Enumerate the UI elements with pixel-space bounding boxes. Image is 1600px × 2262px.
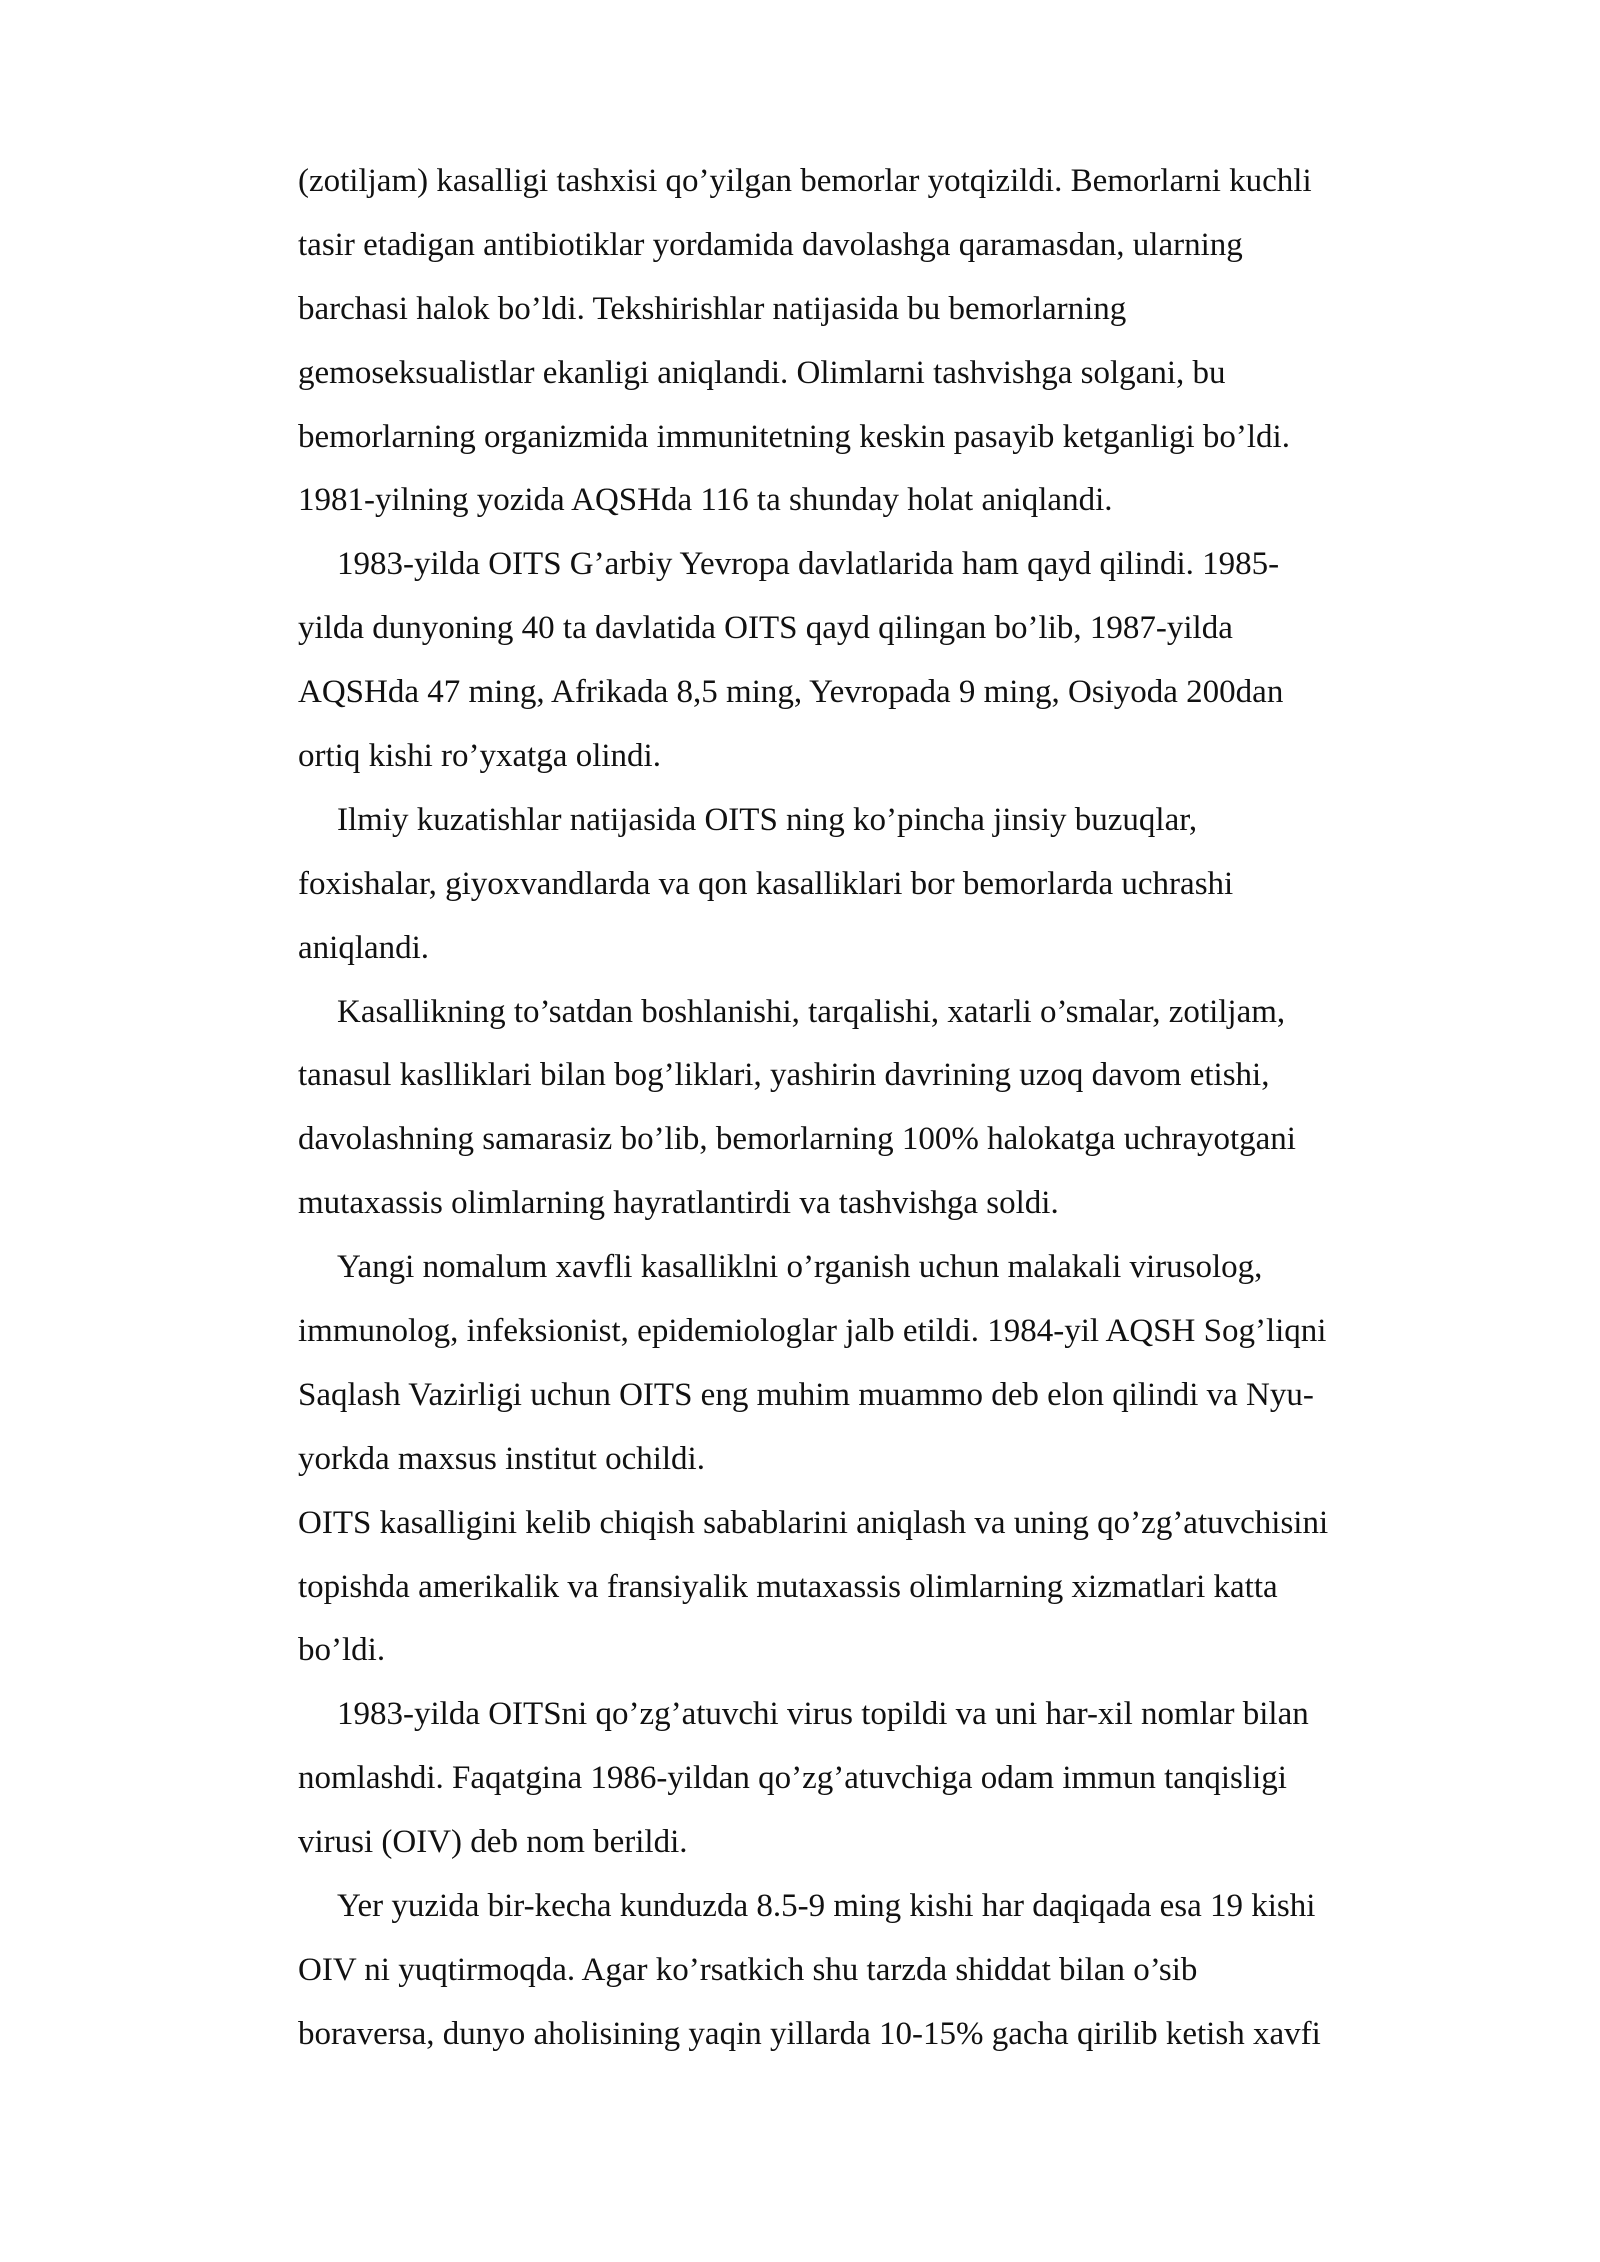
text-line: 1983-yilda OITSni qo’zg’atuvchi virus topildi va uni har-xil nomlar bilan <box>337 1696 1309 1733</box>
text-line: Yer yuzida bir-kecha kunduzda 8.5-9 ming kishi har daqiqada esa 19 kishi <box>337 1888 1316 1925</box>
text-line: 1983-yilda OITS G’arbiy Yevropa davlatlarida ham qayd qilindi. 1985- <box>337 546 1280 583</box>
text-line: AQSHda 47 ming, Afrikada 8,5 ming, Yevropada 9 ming, Osiyoda 200dan <box>298 674 1284 711</box>
text-line: davolashning samarasiz bo’lib, bemorlarning 100% halokatga uchrayotgani <box>298 1121 1296 1158</box>
text-line: tanasul kaslliklari bilan bog’liklari, yashirin davrining uzoq davom etishi, <box>298 1057 1270 1094</box>
text-line: gemoseksualistlar ekanligi aniqlandi. Olimlarni tashvishga solgani, bu <box>298 354 1226 391</box>
text-line: Saqlash Vazirligi uchun OITS eng muhim muammo deb elon qilindi va Nyu- <box>298 1376 1314 1413</box>
text-line: foxishalar, giyoxvandlarda va qon kasalliklari bor bemorlarda uchrashi <box>298 865 1234 902</box>
text-line: yilda dunyoning 40 ta davlatida OITS qayd qilingan bo’lib, 1987-yilda <box>298 610 1233 647</box>
text-line: ortiq kishi ro’yxatga olindi. <box>298 738 661 775</box>
text-line: Ilmiy kuzatishlar natijasida OITS ning ko’pincha jinsiy buzuqlar, <box>337 801 1198 838</box>
text-line: aniqlandi. <box>298 929 430 966</box>
text-line: tasir etadigan antibiotiklar yordamida davolashga qaramasdan, ularning <box>298 226 1243 263</box>
text-line: (zotiljam) kasalligi tashxisi qo’yilgan bemorlar yotqizildi. Bemorlarni kuchli <box>298 163 1312 199</box>
text-line: virusi (OIV) deb nom berildi. <box>298 1824 688 1861</box>
text-line: 1981-yilning yozida AQSHda 116 ta shunday holat aniqlandi. <box>298 482 1113 519</box>
text-line: OIV ni yuqtirmoqda. Agar ko’rsatkich shu tarzda shiddat bilan o’sib <box>298 1951 1198 1988</box>
text-line: bo’ldi. <box>298 1632 386 1669</box>
text-line: nomlashdi. Faqatgina 1986-yildan qo’zg’atuvchiga odam immun tanqisligi <box>298 1760 1287 1797</box>
text-line: topishda amerikalik va fransiyalik mutaxassis olimlarning xizmatlari katta <box>298 1568 1278 1605</box>
text-line: boraversa, dunyo aholisining yaqin yillarda 10-15% gacha qirilib ketish xavfi <box>298 2015 1321 2052</box>
text-line: mutaxassis olimlarning hayratlantirdi va tashvishga soldi. <box>298 1185 1059 1222</box>
text-line: bemorlarning organizmida immunitetning keskin pasayib ketganligi bo’ldi. <box>298 418 1290 455</box>
text-line: yorkda maxsus institut ochildi. <box>298 1440 705 1477</box>
text-line: immunolog, infeksionist, epidemiologlar jalb etildi. 1984-yil AQSH Sog’liqni <box>298 1313 1327 1350</box>
text-line: Kasallikning to’satdan boshlanishi, tarqalishi, xatarli o’smalar, zotiljam, <box>337 993 1286 1030</box>
text-line: OITS kasalligini kelib chiqish sabablarini aniqlash va uning qo’zg’atuvchisini <box>298 1504 1329 1541</box>
body-text <box>298 150 1488 2067</box>
text-line: Yangi nomalum xavfli kasalliklni o’rganish uchun malakali virusolog, <box>337 1249 1263 1286</box>
text-line: barchasi halok bo’ldi. Tekshirishlar natijasida bu bemorlarning <box>298 290 1127 327</box>
